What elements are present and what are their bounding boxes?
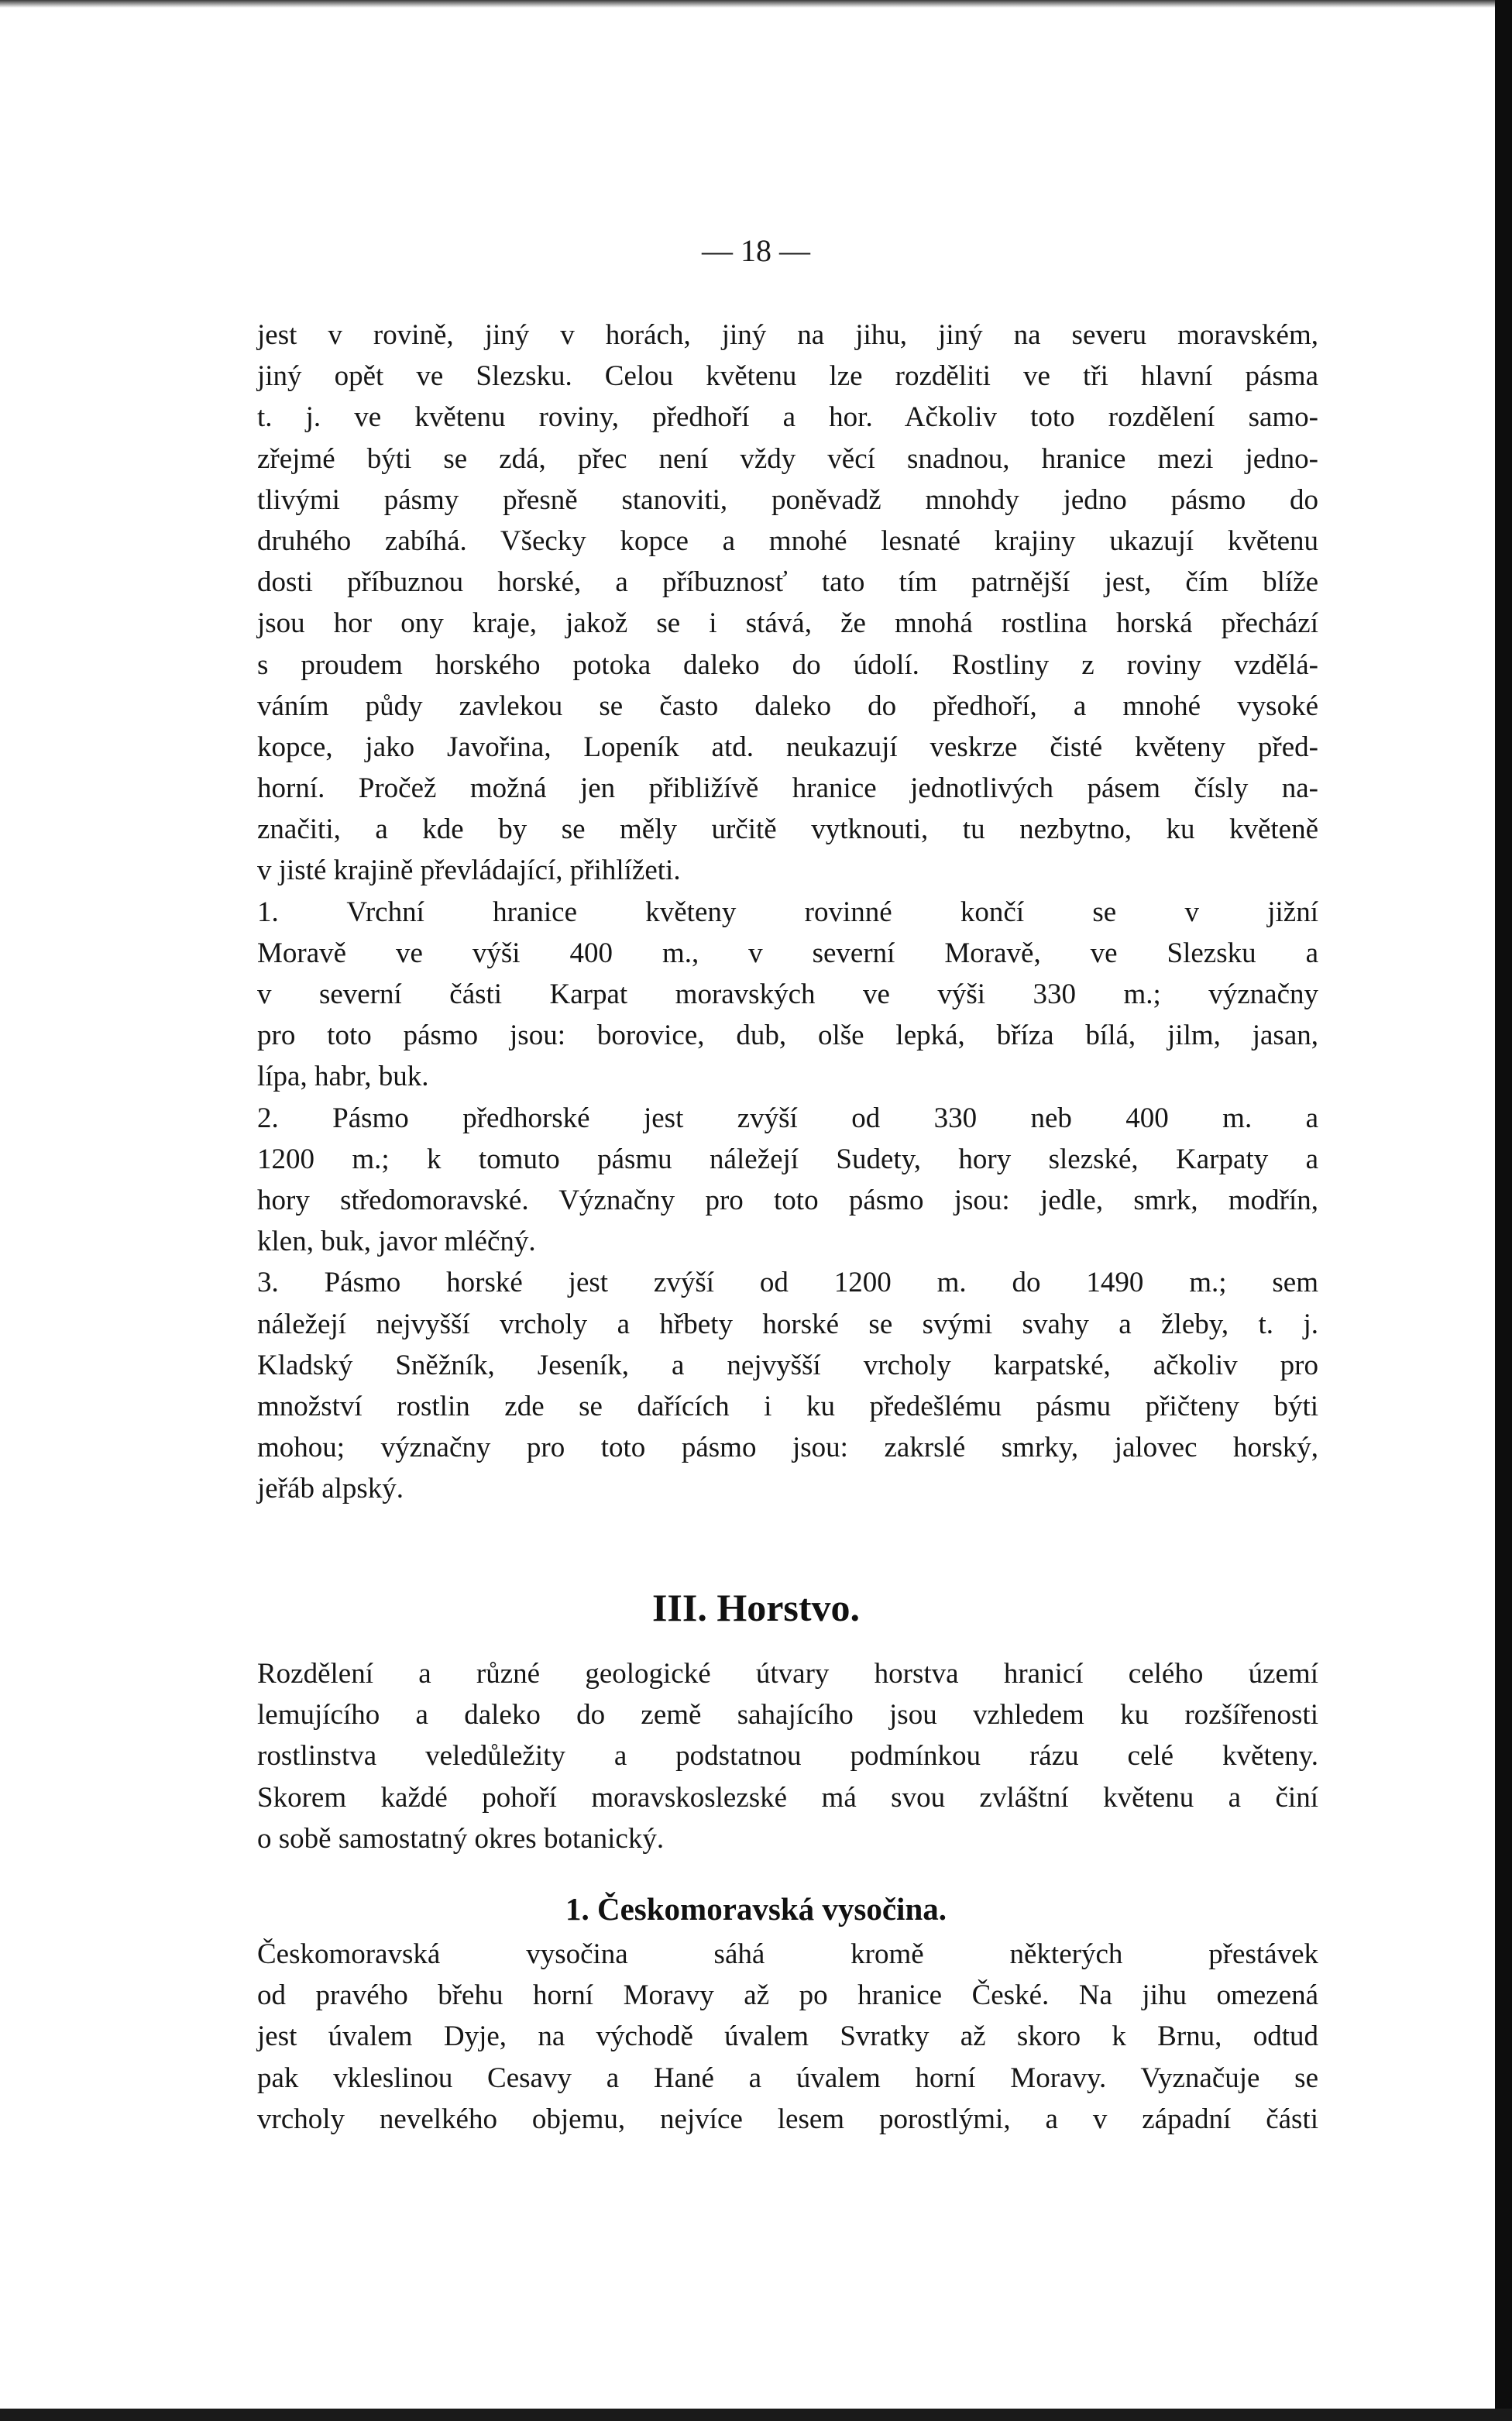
text-line: s proudem horského potoka daleko do údolí. Rostliny z roviny vzdělá- [257, 648, 1318, 681]
text-line: Kladský Sněžník, Jeseník, a nejvyšší vrcholy karpatské, ačkoliv pro [257, 1349, 1318, 1381]
text-line: horní. Pročež možná jen přibližívě hranice jednotlivých pásem čísly na- [257, 772, 1318, 805]
text-line: hory středomoravské. Význačny pro toto pásmo jsou: jedle, smrk, modřín, [257, 1184, 1318, 1216]
subsection-heading-vysocina: 1. Českomoravská vysočina. [565, 1891, 947, 1927]
text-line: jeřáb alpský. [257, 1473, 404, 1505]
text-line: tlivými pásmy přesně stanoviti, poněvadž mnohdy jedno pásmo do [257, 483, 1318, 516]
paragraph-plant-zones [257, 315, 1318, 1509]
text-line: 1. Vrchní hranice květeny rovinné končí se v jižní [257, 896, 1318, 928]
text-line: zřejmé býti se zdá, přec není vždy věcí snadnou, hranice mezi jedno- [257, 442, 1318, 475]
text-line: o sobě samostatný okres botanický. [257, 1822, 665, 1855]
text-line: Moravě ve výši 400 m., v severní Moravě, ve Slezsku a [257, 937, 1318, 969]
page-number: — 18 — [702, 233, 810, 268]
text-line: 2. Pásmo předhorské jest zvýší od 330 neb 400 m. a [257, 1102, 1318, 1134]
scan-shadow-bottom [0, 2409, 1512, 2421]
text-line: druhého zabíhá. Všecky kopce a mnohé lesnaté krajiny ukazují květenu [257, 524, 1318, 557]
scan-shadow-top [0, 0, 1512, 8]
text-line: lemujícího a daleko do země sahajícího jsou vzhledem ku rozšířenosti [257, 1699, 1318, 1731]
text-line: dosti příbuznou horské, a příbuznosť tato tím patrnější jest, čím blíže [257, 566, 1318, 599]
text-line: v jisté krajině převládající, přihlížeti. [257, 855, 681, 887]
text-line: 1200 m.; k tomuto pásmu náležejí Sudety, hory slezské, Karpaty a [257, 1143, 1318, 1175]
text-line: vrcholy nevelkého objemu, nejvíce lesem porostlými, a v západní části [257, 2103, 1318, 2135]
text-line: Českomoravská vysočina sáhá kromě některých přestávek [257, 1938, 1318, 1970]
text-line: pro toto pásmo jsou: borovice, dub, olše lepká, bříza bílá, jilm, jasan, [257, 1020, 1318, 1052]
text-line: Skorem každé pohoří moravskoslezské má svou zvláštní květenu a činí [257, 1781, 1318, 1814]
text-line: t. j. ve květenu roviny, předhoří a hor. Ačkoliv toto rozdělení samo- [257, 401, 1318, 434]
text-line: v severní části Karpat moravských ve výši 330 m.; význačny [257, 978, 1318, 1010]
text-line: od pravého břehu horní Moravy až po hranice České. Na jihu omezená [257, 1979, 1318, 2012]
text-line: jest v rovině, jiný v horách, jiný na jihu, jiný na severu moravském, [257, 319, 1318, 351]
text-line: mohou; význačny pro toto pásmo jsou: zakrslé smrky, jalovec horský, [257, 1432, 1318, 1464]
scan-shadow-right [1495, 0, 1512, 2421]
paragraph-vysocina [257, 1934, 1318, 2140]
text-line: 3. Pásmo horské jest zvýší od 1200 m. do 1490 m.; sem [257, 1267, 1318, 1299]
text-line: kopce, jako Javořina, Lopeník atd. neukazují veskrze čisté květeny před- [257, 731, 1318, 763]
text-line: jest úvalem Dyje, na východě úvalem Svratky až skoro k Brnu, odtud [257, 2020, 1318, 2053]
section-heading-horstvo: III. Horstvo. [651, 1586, 861, 1629]
text-line: jiný opět ve Slezsku. Celou květenu lze rozděliti ve tři hlavní pásma [257, 360, 1318, 393]
text-line: náležejí nejvyšší vrcholy a hřbety horské se svými svahy a žleby, t. j. [257, 1308, 1318, 1340]
text-line: Rozdělení a různé geologické útvary horstva hranicí celého území [257, 1658, 1318, 1690]
text-line: rostlinstva veledůležity a podstatnou podmínkou rázu celé květeny. [257, 1740, 1318, 1773]
text-line: váním půdy zavlekou se často daleko do předhoří, a mnohé vysoké [257, 690, 1318, 722]
paragraph-horstvo [257, 1653, 1318, 1859]
text-line: pak vkleslinou Cesavy a Hané a úvalem horní Moravy. Vyznačuje se [257, 2062, 1318, 2094]
text-line: klen, buk, javor mléčný. [257, 1226, 536, 1258]
text-line: značiti, a kde by se měly určitě vytknouti, tu nezbytno, ku květeně [257, 813, 1318, 846]
text-line: množství rostlin zde se dařících i ku předešlému pásmu přičteny býti [257, 1390, 1318, 1422]
text-line: lípa, habr, buk. [257, 1061, 429, 1093]
text-line: jsou hor ony kraje, jakož se i stává, že mnohá rostlina horská přechází [257, 607, 1318, 640]
